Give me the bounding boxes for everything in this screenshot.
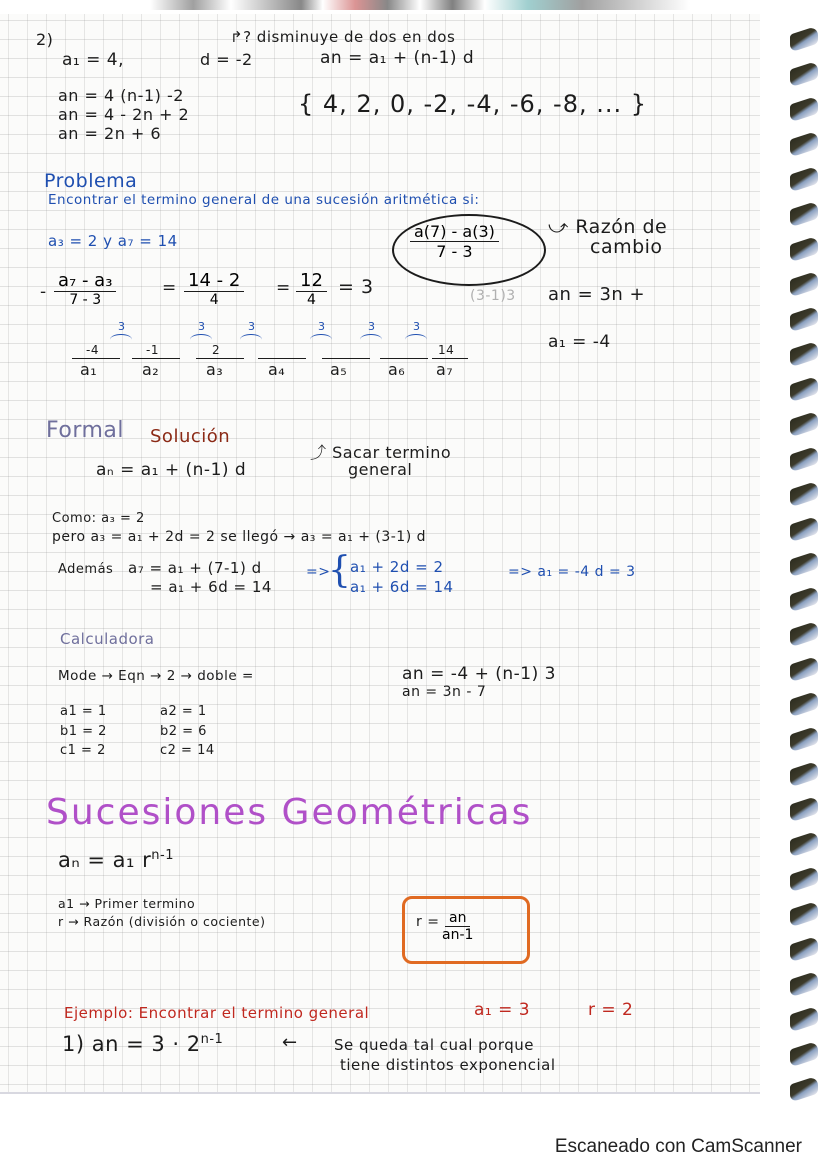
- exercise-step1: an = 4 (n-1) -2: [58, 86, 184, 105]
- exercise-note: ↱? disminuye de dos en dos: [230, 28, 456, 46]
- ejemplo-note-line1: Se queda tal cual porque: [334, 1036, 535, 1054]
- a1-value: a₁ = -4: [548, 332, 611, 352]
- spiral-ring: [790, 1005, 818, 1032]
- geometric-formula: [58, 848, 174, 872]
- term-blank-3: [196, 358, 244, 359]
- coef-c2: c2 = 14: [160, 743, 215, 758]
- term-value-3: 2: [212, 343, 221, 357]
- spiral-ring: [790, 935, 818, 962]
- ratio-lhs: r =: [416, 914, 440, 930]
- scan-top-edge: [150, 0, 690, 10]
- exercise-formula: an = a₁ + (n-1) d: [320, 48, 475, 68]
- step-label-5: 3: [368, 320, 375, 333]
- mode-line: Mode → Eqn → 2 → doble =: [58, 668, 254, 684]
- formal-formula: aₙ = a₁ + (n-1) d: [96, 460, 247, 480]
- calc-fraction-2: [184, 270, 244, 308]
- spiral-ring: [790, 760, 818, 787]
- spiral-ring: [790, 585, 818, 612]
- ratio-fraction: [438, 910, 477, 943]
- calculadora-title: Calculadora: [60, 630, 155, 648]
- spiral-ring: [790, 410, 818, 437]
- spiral-ring: [790, 830, 818, 857]
- step-arc-2: [190, 334, 212, 345]
- step-label-2: 3: [198, 320, 205, 333]
- spiral-ring: [790, 865, 818, 892]
- term-label-2: a₂: [142, 360, 160, 379]
- exercise-step2: an = 4 - 2n + 2: [58, 105, 190, 124]
- spiral-ring: [790, 60, 818, 87]
- spiral-ring: [790, 690, 818, 717]
- calc-result-line2: an = 3n - 7: [402, 684, 487, 700]
- term-label-6: a₆: [388, 360, 406, 379]
- spiral-ring: [790, 1075, 818, 1102]
- ejemplo-arrow: ←: [282, 1032, 298, 1053]
- term-label-4: a₄: [268, 360, 286, 379]
- coef-b2: b2 = 6: [160, 724, 207, 739]
- ejemplo-title: Ejemplo: Encontrar el termino general: [64, 1004, 370, 1022]
- calc-minus-mark: -: [40, 282, 47, 302]
- step-arc-5: [360, 334, 382, 345]
- spiral-ring: [790, 235, 818, 262]
- ademas-line1: a₇ = a₁ + (7-1) d: [128, 559, 262, 577]
- circled-numerator: a(7) - a(3): [410, 222, 499, 242]
- calc-num-1: a₇ - a₃: [54, 270, 116, 292]
- term-blank-4: [258, 358, 306, 359]
- term-label-1: a₁: [80, 360, 98, 379]
- solucion-title: Solución: [150, 426, 231, 447]
- calc-den-2: 4: [209, 292, 219, 308]
- ademas-line2: = a₁ + 6d = 14: [150, 578, 272, 596]
- spiral-binding: [790, 30, 828, 1110]
- spiral-ring: [790, 795, 818, 822]
- an-partial: an = 3n +: [548, 284, 646, 305]
- spiral-ring: [790, 550, 818, 577]
- term-value-7: 14: [438, 343, 455, 357]
- spiral-ring: [790, 375, 818, 402]
- step-arc-3: [240, 334, 262, 345]
- page-bottom-edge: [0, 1092, 760, 1094]
- spiral-ring: [790, 515, 818, 542]
- term-value-1: -4: [86, 343, 99, 357]
- spiral-ring: [790, 340, 818, 367]
- step-label-3: 3: [248, 320, 255, 333]
- step-label-6: 3: [413, 320, 420, 333]
- ejemplo-note-line2: tiene distintos exponencial: [340, 1056, 556, 1074]
- step-arc-4: [310, 334, 332, 345]
- exercise-step3: an = 2n + 6: [58, 124, 162, 143]
- exercise-number: 2): [36, 30, 54, 49]
- problema-statement: Encontrar el termino general de una sucesión aritmética si:: [48, 192, 480, 208]
- term-blank-1: [72, 358, 120, 359]
- geometric-formula-exponent: n-1: [151, 848, 175, 863]
- system-eq1: a₁ + 2d = 2: [350, 558, 444, 576]
- problema-given: a₃ = 2 y a₇ = 14: [48, 232, 178, 250]
- camscanner-watermark: Escaneado con CamScanner: [554, 1136, 802, 1157]
- geometric-formula-base: aₙ = a₁ r: [58, 848, 152, 872]
- def-r: r → Razón (división o cociente): [58, 914, 266, 929]
- calc-result-line1: an = -4 + (n-1) 3: [402, 664, 556, 684]
- exercise-d: d = -2: [200, 50, 253, 69]
- formal-note-line2: general: [348, 460, 413, 479]
- faint-text: (3-1)3: [470, 288, 516, 304]
- spiral-ring: [790, 270, 818, 297]
- term-label-3: a₃: [206, 360, 224, 379]
- spiral-ring: [790, 620, 818, 647]
- spiral-ring: [790, 1040, 818, 1067]
- calc-num-2: 14 - 2: [184, 270, 244, 292]
- geometricas-title: Sucesiones Geométricas: [46, 792, 533, 833]
- spiral-ring: [790, 25, 818, 52]
- step-label-1: 3: [118, 320, 125, 333]
- circled-note-line1: ⤻ Razón de: [548, 216, 668, 238]
- notebook-page: [0, 14, 760, 1092]
- spiral-ring: [790, 970, 818, 997]
- term-value-2: -1: [146, 343, 159, 357]
- calc-num-3: 12: [296, 270, 327, 292]
- step-arc-6: [405, 334, 427, 345]
- spiral-ring: [790, 725, 818, 752]
- ejemplo-r: r = 2: [588, 1000, 634, 1020]
- ejemplo-solution: [62, 1032, 223, 1056]
- como-line: Como: a₃ = 2: [52, 511, 145, 526]
- coef-a2: a2 = 1: [160, 704, 207, 719]
- spiral-ring: [790, 655, 818, 682]
- spiral-ring: [790, 200, 818, 227]
- formal-title: Formal: [46, 418, 125, 443]
- step-arc-1: [110, 334, 132, 345]
- ratio-denominator: an-1: [442, 927, 474, 943]
- system-result: => a₁ = -4 d = 3: [508, 564, 636, 580]
- system-arrow: =>: [306, 564, 331, 580]
- formal-note-line1: ⤴ Sacar termino: [310, 443, 452, 462]
- term-blank-6: [380, 358, 428, 359]
- ademas-label: Además: [58, 562, 114, 577]
- calc-den-3: 4: [306, 292, 316, 308]
- spiral-ring: [790, 130, 818, 157]
- coef-c1: c1 = 2: [60, 743, 106, 758]
- term-blank-2: [132, 358, 180, 359]
- term-label-7: a₇: [436, 360, 454, 379]
- circled-note-line2: cambio: [590, 236, 663, 258]
- circled-fraction: [410, 222, 499, 261]
- calc-fraction-3: [296, 270, 327, 308]
- spiral-ring: [790, 480, 818, 507]
- calc-result: = 3: [338, 276, 374, 298]
- step-label-4: 3: [318, 320, 325, 333]
- spiral-ring: [790, 95, 818, 122]
- calc-fraction-1: [54, 270, 116, 308]
- problema-title: Problema: [44, 170, 138, 192]
- spiral-ring: [790, 445, 818, 472]
- calc-equals-1: =: [162, 278, 177, 298]
- coef-b1: b1 = 2: [60, 724, 107, 739]
- spiral-ring: [790, 305, 818, 332]
- pero-line: pero a₃ = a₁ + 2d = 2 se llegó → a₃ = a₁ + (3-1) d: [52, 529, 426, 545]
- system-eq2: a₁ + 6d = 14: [350, 578, 454, 596]
- ejemplo-a1: a₁ = 3: [474, 1000, 531, 1020]
- spiral-ring: [790, 900, 818, 927]
- ejemplo-solution-exponent: n-1: [200, 1032, 224, 1047]
- coef-a1: a1 = 1: [60, 704, 107, 719]
- exercise-sequence: { 4, 2, 0, -2, -4, -6, -8, ... }: [298, 90, 648, 118]
- calc-den-1: 7 - 3: [69, 292, 102, 308]
- system-brace: {: [328, 550, 351, 591]
- calc-equals-2: =: [276, 278, 291, 298]
- spiral-ring: [790, 165, 818, 192]
- exercise-a1: a₁ = 4,: [62, 50, 125, 70]
- term-blank-5: [322, 358, 370, 359]
- def-a1: a1 → Primer termino: [58, 896, 196, 911]
- term-blank-7: [432, 358, 468, 359]
- ratio-numerator: an: [445, 910, 470, 927]
- circled-denominator: 7 - 3: [436, 242, 473, 261]
- term-label-5: a₅: [330, 360, 348, 379]
- ejemplo-solution-base: 1) an = 3 · 2: [62, 1032, 201, 1056]
